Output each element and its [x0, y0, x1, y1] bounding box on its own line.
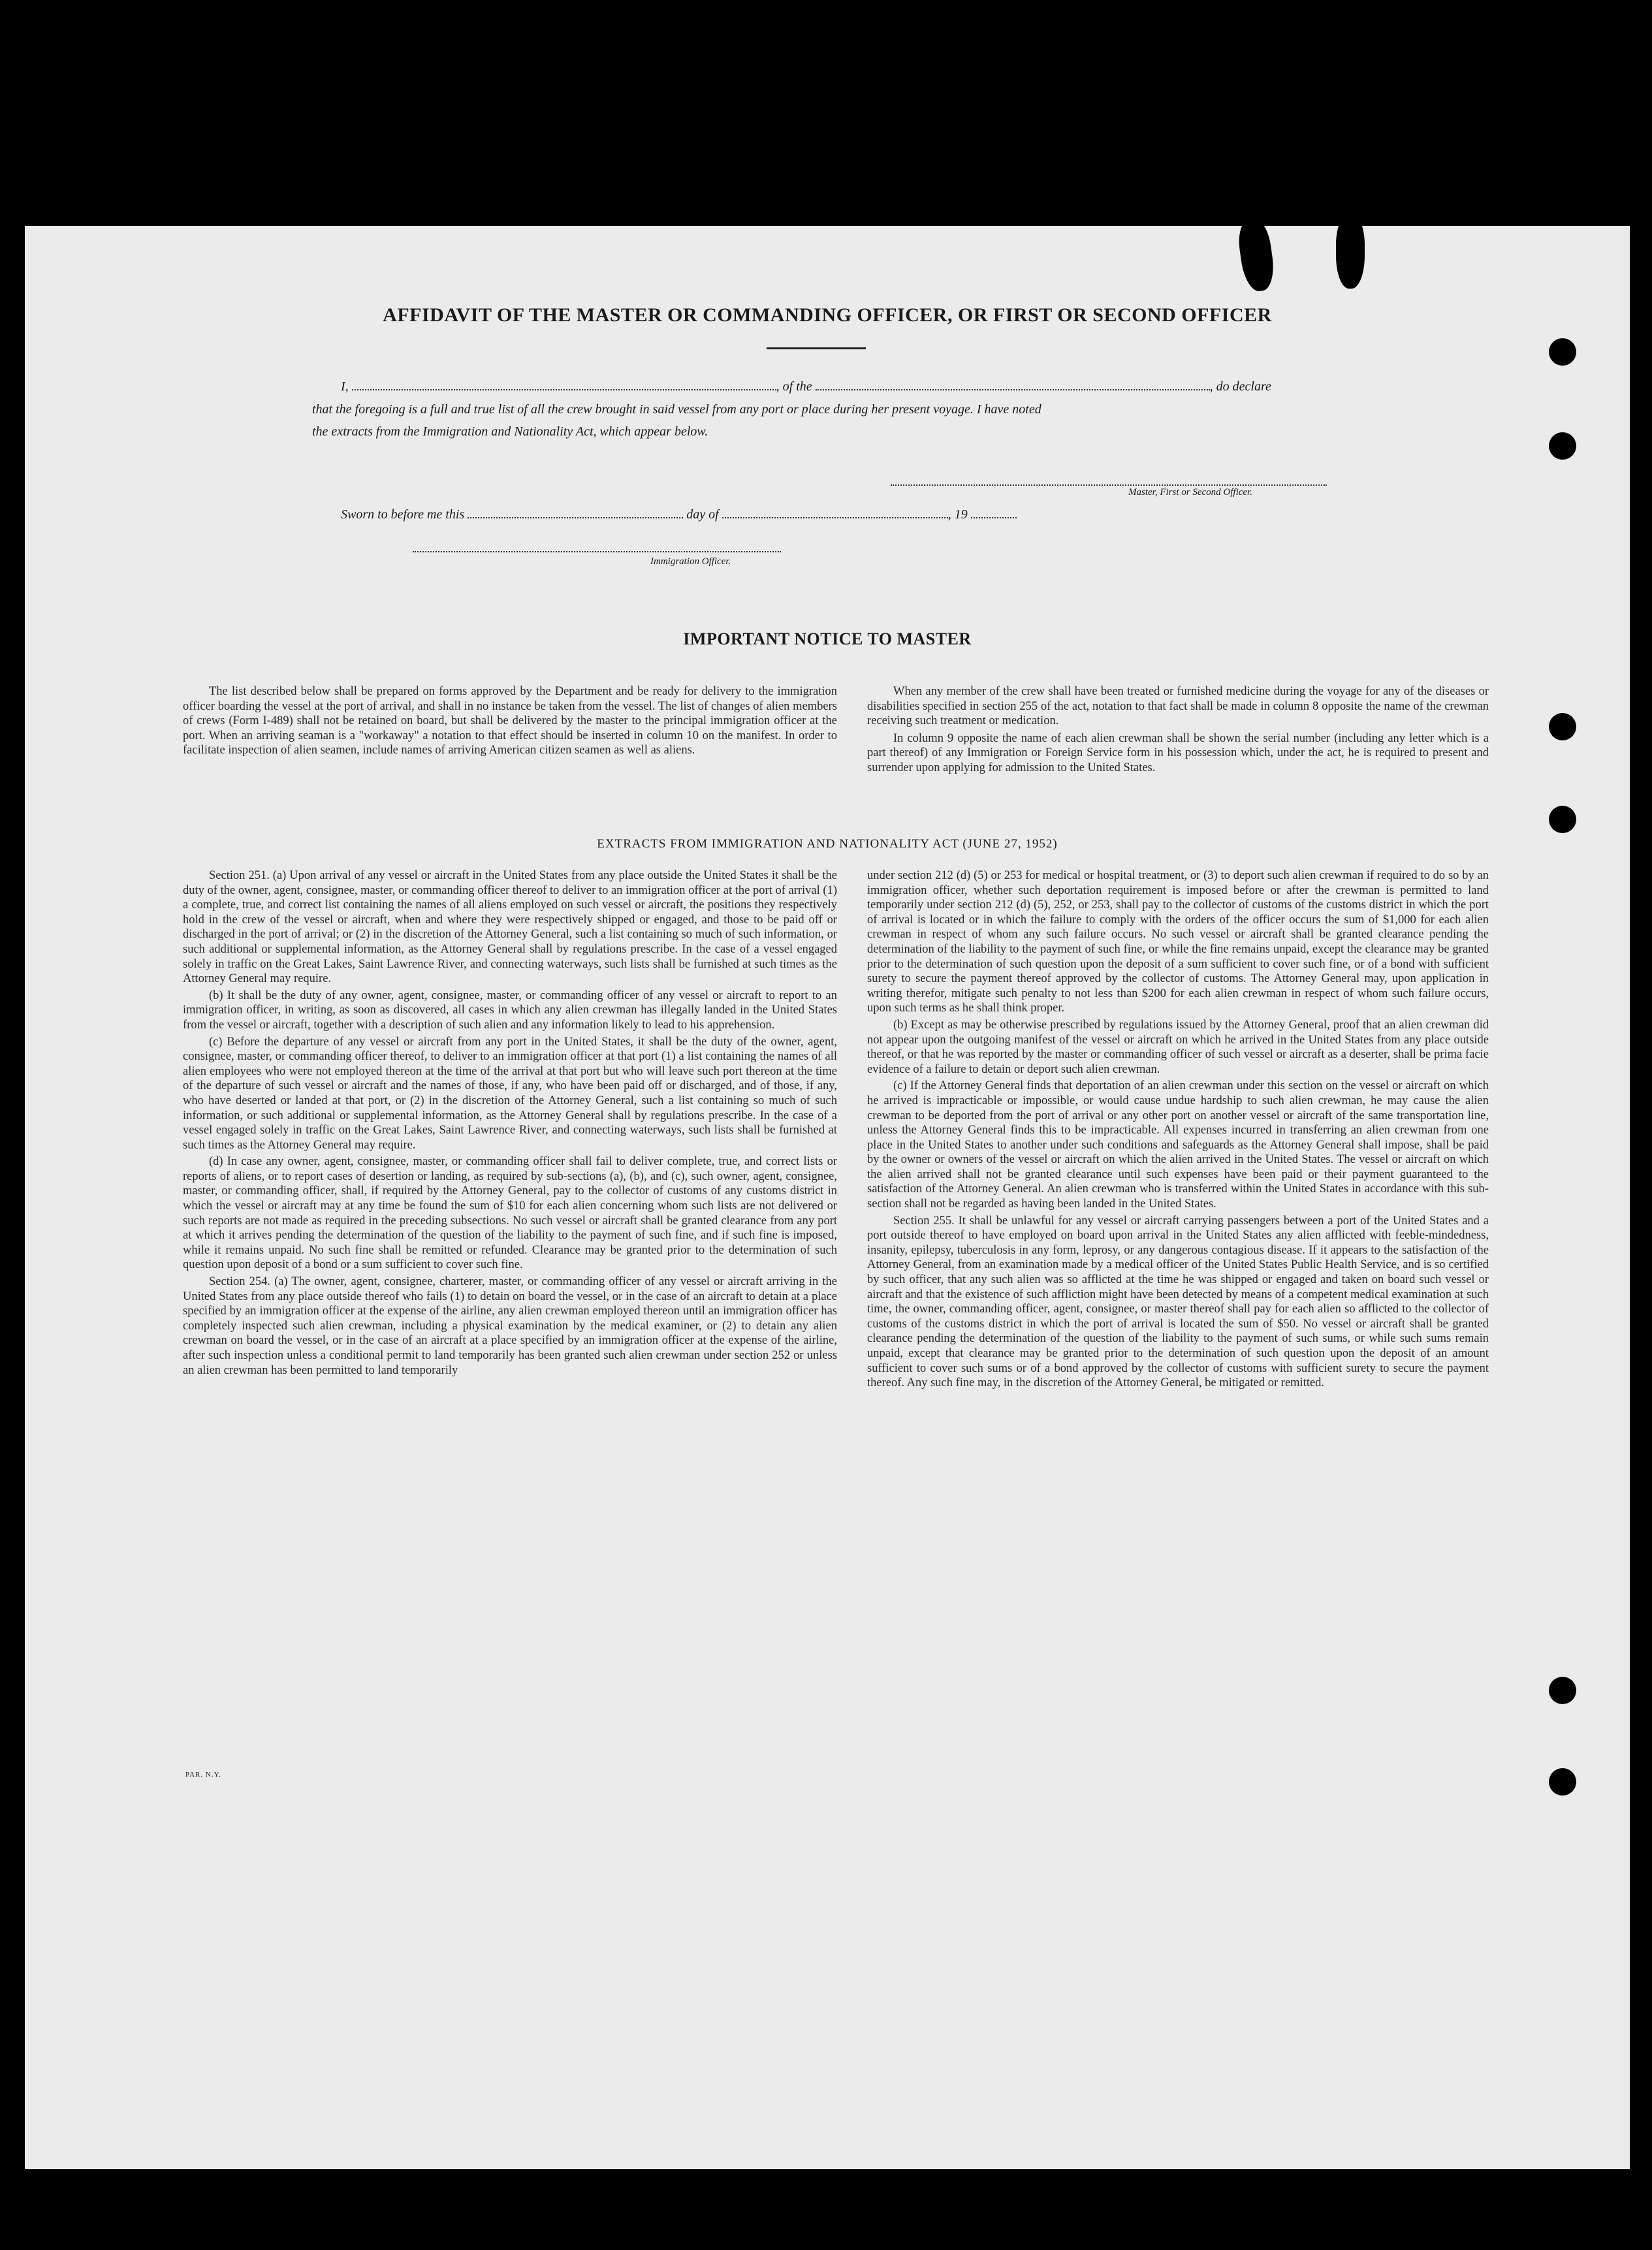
- punch-hole: [1549, 1677, 1576, 1704]
- document-page: [25, 226, 1630, 2169]
- punch-hole: [1549, 338, 1576, 366]
- extract-paragraph: Section 254. (a) The owner, agent, consignee, charterer, master, or commanding officer of any vessel or aircraft arriving in the United States from any place outside thereof who fails (1) to detain on board the vessel, or in the case of an aircraft to detain at a place specified by an immigration officer at the expense of the airline, any alien crewman employed thereon until an immigration officer has completely inspected such alien crewman, including a physical examination by the medical examiner, or (2) to detain any alien crewman on board the vessel, or in the case of an aircraft at a place specified by an immigration officer at the expense of the airline, after such inspection unless a conditional permit to land temporarily has been granted such alien crewman under section 252 or unless an alien crewman has been permitted to land temporarily: [183, 1275, 837, 1377]
- extract-paragraph: (c) Before the departure of any vessel or aircraft from any port in the United States, it shall be the duty of the owner, agent, consignee, master, or commanding officer thereof, to deliver to an immigration officer at that port (1) a list containing the names of all alien employees who were not employed thereon at the time of the arrival at that port but who will leave such port thereon at the time of the departure of such vessel or aircraft and the names of those, if any, who have been paid off or discharged, and of those, if any, who have deserted or landed at that port, or (2) in the discretion of the Attorney General, such a list containing so much of such information, or such additional or supplemental information, as the Attorney General shall by regulations prescribe. In the case of a vessel engaged solely in traffic on the Great Lakes, Saint Lawrence River, and connecting waterways, such lists shall be furnished at such times as the Attorney General may require.: [183, 1035, 837, 1152]
- extracts-right-column: [867, 868, 1489, 1393]
- notice-title: IMPORTANT NOTICE TO MASTER: [683, 629, 972, 648]
- notice-paragraph: In column 9 opposite the name of each alien crewman shall be shown the serial number (including any letter which is a part thereof) of any Immigration or Foreign Service form in his possession which, under the act, he is required to present and surrender upon applying for admission to the United States.: [867, 731, 1489, 774]
- sworn-day-of: day of: [686, 507, 719, 522]
- extract-paragraph: under section 212 (d) (5) or 253 for medical or hospital treatment, or (3) to deport such alien crewman if required to do so by an immigration officer, whether such deportation requirement is imposed before or after the crewman is permitted to land temporarily under section 212 (d) (5), 252, or 253, shall pay to the collector of customs of the customs district in which the port of arrival is located or in which the failure to comply with the orders of the officer occurs the sum of $1,000 for each alien crewman in respect of whom any such failure occurs. No such vessel or aircraft shall be granted clearance pending the determination of the liability to the payment of such fine, or while the fine remains unpaid, except the clearance may be granted prior to the determination of such question upon the deposit of a sum sufficient to cover such fine, or of a bond with sufficient surety to secure the payment thereof approved by the collector of customs. The Attorney General may, upon application in writing therefor, mitigate such penalty to not less than $200 for each alien crewman in respect of whom such failure occurs, upon such terms as he shall think proper.: [867, 869, 1489, 1015]
- punch-hole: [1549, 806, 1576, 833]
- master-signature-label: Master, First or Second Officer.: [1128, 487, 1252, 498]
- extract-paragraph: (d) In case any owner, agent, consignee, master, or commanding officer shall fail to deliver complete, true, and correct lists or reports of aliens, or to report cases of desertion or landing, as required by sub-sections (a), (b), and (c), such owner, agent, consignee, master, or commanding officer, shall, if required by the Attorney General, pay to the collector of customs of any customs district in which the vessel or aircraft may at any time be found the sum of $10 for each alien concerning whom such lists are not delivered or such reports are not made as required in the preceding subsections. No such vessel or aircraft shall be granted clearance from any port at which it arrives pending the determination of the question of the liability to the payment of such fine, and if such fine is imposed, while it remains unpaid. No such fine shall be remitted or refunded. Clearance may be granted prior to the determination of such question upon deposit of a bond or a sum sufficient to cover such fine.: [183, 1155, 837, 1272]
- declaration-line-3: the extracts from the Immigration and Nationality Act, which appear below.: [312, 424, 708, 439]
- binder-tab-left: [1236, 217, 1277, 293]
- extract-paragraph: (b) It shall be the duty of any owner, agent, consignee, master, or commanding officer of any vessel or aircraft to report to an immigration officer, in writing, as soon as discovered, all cases in which any alien crewman has illegally landed in the United States from the vessel or aircraft, together with a description of such alien and any information likely to lead to his apprehension.: [183, 989, 837, 1032]
- declaration-of-the: , of the: [776, 379, 812, 394]
- declaration-line-1: [341, 377, 1271, 394]
- notice-right-column: [867, 684, 1489, 778]
- extract-paragraph: Section 255. It shall be unlawful for any vessel or aircraft carrying passengers between a port of the United States and a port outside thereof to have employed on board upon arrival in the United States any alien afflicted with feeble-mindedness, insanity, epilepsy, tuberculosis in any form, leprosy, or any dangerous contagious disease. If it appears to the satisfaction of the Attorney General, from an examination made by a medical officer of the United States Public Health Service, and is so certified by such officer, that any such alien was so afflicted at the time he was shipped or engaged and taken on board such vessel or aircraft and that the existence of such affliction might have been detected by means of a competent medical examination at such time, the owner, commanding officer, agent, consignee, or master thereof shall pay for each alien so afflicted to the collector of customs of the customs district in which the port of arrival is located the sum of $50. No vessel or aircraft shall be granted clearance pending the determination of the question of the liability to the payment of such sums, or while such sums remain unpaid, except that clearance may be granted prior to the determination of such question upon the deposit of an amount sufficient to cover such sums or of a bond approved by the collector of customs with sufficient surety to secure the payment thereof. Any such fine may, in the discretion of the Attorney General, be mitigated or remitted.: [867, 1214, 1489, 1390]
- punch-hole: [1549, 1768, 1576, 1796]
- officer-signature-line[interactable]: [413, 551, 781, 552]
- declaration-do-declare: , do declare: [1209, 379, 1271, 394]
- extracts-title: EXTRACTS FROM IMMIGRATION AND NATIONALITY ACT (JUNE 27, 1952): [597, 837, 1058, 851]
- notice-paragraph: The list described below shall be prepared on forms approved by the Department and be ready for delivery to the immigration officer boarding the vessel at the port of arrival, and shall in no instance be taken from the vessel. The list of changes of alien members of crews (Form I-489) shall not be retained on board, but shall be delivered by the master to the principal immigration officer at the port. When an arriving seaman is a "workaway" a notation to that effect should be inserted in column 10 on the manifest. In order to facilitate inspection of alien seamen, include names of arriving American citizen seamen as well as aliens.: [183, 685, 837, 757]
- declaration-i: I,: [341, 379, 349, 394]
- master-signature-line[interactable]: [891, 484, 1327, 486]
- declaration-line-2: that the foregoing is a full and true list of all the crew brought in said vessel from any port or place during her present voyage. I have noted: [312, 402, 1041, 417]
- sworn-day-blank[interactable]: [468, 505, 683, 518]
- sworn-month-blank[interactable]: [722, 505, 948, 518]
- affidavit-title: AFFIDAVIT OF THE MASTER OR COMMANDING OFFICER, OR FIRST OR SECOND OFFICER: [383, 304, 1272, 326]
- binder-tab-right: [1336, 215, 1365, 289]
- sworn-text: Sworn to before me this: [341, 507, 465, 522]
- title-divider: [767, 347, 866, 349]
- punch-hole: [1549, 432, 1576, 460]
- extracts-left-column: [183, 868, 837, 1380]
- extract-paragraph: (c) If the Attorney General finds that deportation of an alien crewman under this section on the vessel or aircraft on which he arrived is impracticable or impossible, or would cause undue hardship to such alien crewman, he may cause the alien crewman to be deported from the port of arrival or any other port on another vessel or aircraft of the same transportation line, unless the Attorney General finds this to be impracticable. All expenses incurred in transferring an alien crewman from one place in the United States to another under such conditions and safeguards as the Attorney General shall impose, shall be paid by the owner or owners of the vessel or aircraft on which the alien arrived in the United States. The vessel or aircraft on which the alien arrived shall not be granted clearance until such expenses have been paid or their payment guaranteed to the satisfaction of the Attorney General. An alien crewman who is transferred within the United States in accordance with this sub-section shall not be regarded as having been landed in the United States.: [867, 1079, 1489, 1211]
- vessel-blank[interactable]: [816, 377, 1210, 390]
- extract-paragraph: (b) Except as may be otherwise prescribed by regulations issued by the Attorney General, proof that an alien crewman did not appear upon the outgoing manifest of the vessel or aircraft on which he arrived in the United States from any place outside thereof, or that he was reported by the master or commanding officer of such vessel or aircraft as a deserter, shall be prima facie evidence of a failure to detain or deport such alien crewman.: [867, 1018, 1489, 1076]
- printer-mark: PAR. N.Y.: [185, 1771, 221, 1779]
- sworn-line: [341, 505, 1017, 522]
- punch-hole: [1549, 713, 1576, 740]
- sworn-year-blank[interactable]: [971, 505, 1017, 518]
- notice-left-column: [183, 684, 837, 761]
- notice-paragraph: When any member of the crew shall have been treated or furnished medicine during the voyage for any of the diseases or disabilities specified in section 255 of the act, notation to that fact shall be made in column 8 opposite the name of the crewman receiving such treatment or medication.: [867, 685, 1489, 728]
- extract-paragraph: Section 251. (a) Upon arrival of any vessel or aircraft in the United States from any place outside the United States it shall be the duty of the owner, agent, consignee, master, or commanding officer thereof to deliver to an immigration officer at the port of arrival (1) a complete, true, and correct list containing the names of all aliens employed on such vessel or aircraft, the positions they respectively hold in the crew of the vessel or aircraft, when and where they were respectively shipped or engaged, and those to be paid off or discharged in the port of arrival; or (2) in the discretion of the Attorney General, such a list containing so much of such information, or such additional or supplemental information, as the Attorney General shall by regulations prescribe. In the case of a vessel engaged solely in traffic on the Great Lakes, Saint Lawrence River, and connecting waterways, such lists shall be furnished at such times as the Attorney General may require.: [183, 869, 837, 986]
- officer-signature-label: Immigration Officer.: [650, 556, 731, 567]
- sworn-year: , 19: [947, 507, 968, 522]
- name-blank[interactable]: [352, 377, 776, 390]
